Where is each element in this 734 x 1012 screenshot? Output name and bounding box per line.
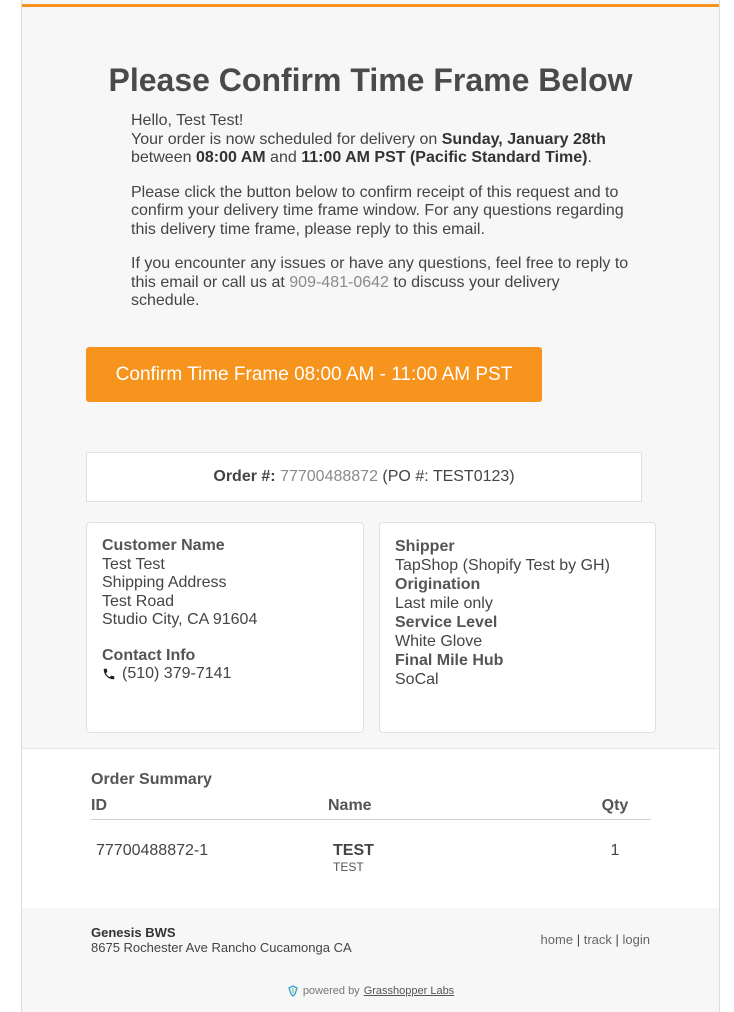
order-summary-table [91,795,651,875]
schedule-prefix: Your order is now scheduled for delivery on [131,130,442,148]
row-item-name: TEST [333,842,374,859]
table-header-row [91,795,651,820]
between-word: between [131,149,196,166]
final-mile-hub-heading: Final Mile Hub [395,652,504,669]
shipper-value: TapShop (Shopify Test by GH) [395,556,610,574]
shipper-heading: Shipper [395,538,455,555]
table-row [91,820,651,876]
link-separator: | [615,932,619,947]
delivery-date: Sunday, January 28th [441,130,606,148]
origination-heading: Origination [395,576,481,593]
row-qty: 1 [610,842,620,859]
issues-paragraph [131,255,631,311]
order-number-link[interactable]: 77700488872 [280,468,378,485]
row-id: 77700488872-1 [96,842,209,859]
column-header-name: Name [328,795,579,820]
company-name: Genesis BWS [91,925,176,940]
end-time: 11:00 AM PST (Pacific Standard Time) [301,149,588,166]
footer [22,908,719,1012]
order-summary-title: Order Summary [91,771,212,788]
issues-suffix: to discuss your delivery schedule. [131,273,560,309]
start-time: 08:00 AM [195,149,266,166]
customer-name-heading: Customer Name [102,537,225,554]
order-number-box [86,452,642,502]
contact-phone[interactable]: (510) 379-7141 [122,665,232,682]
powered-by-text: powered by [302,985,360,997]
shipping-city: Studio City, CA 91604 [102,611,258,628]
and-word: and [265,149,302,166]
track-link[interactable]: track [583,932,612,947]
intro-text [131,112,631,327]
greeting: Hello, Test Test! [131,112,244,129]
issues-prefix: If you encounter any issues or have any questions, feel free to reply to this email or call us at [131,255,629,291]
shipping-address-label: Shipping Address [102,574,227,591]
po-number: (PO #: TEST0123) [382,468,515,485]
origination-value: Last mile only [395,594,493,612]
page-title: Please Confirm Time Frame Below [108,62,633,98]
final-mile-hub-value: SoCal [395,670,439,688]
support-phone-link[interactable]: 909-481-0642 [289,273,389,291]
grasshopper-logo-icon [287,985,299,997]
service-level-value: White Glove [395,632,483,650]
service-level-heading: Service Level [395,614,498,631]
company-info [91,925,352,955]
confirm-paragraph: Please click the button below to confirm receipt of this request and to confirm your delivery time frame window. For any questions regarding this delivery time frame, please reply to this email. [131,183,624,238]
order-label: Order #: [213,468,276,485]
footer-links [541,932,650,947]
confirm-time-frame-button[interactable]: Confirm Time Frame 08:00 AM - 11:00 AM PST [86,347,542,402]
link-separator: | [576,932,581,947]
contact-phone-row[interactable] [102,665,348,684]
order-summary-section [22,748,719,909]
customer-name: Test Test [102,555,165,573]
login-link[interactable]: login [622,932,650,947]
company-address: 8675 Rochester Ave Rancho Cucamonga CA [91,940,352,955]
powered-by [22,985,719,997]
contact-info-heading: Contact Info [102,646,196,664]
shipping-street: Test Road [102,592,175,610]
row-name-cell [328,820,579,876]
accent-top-bar [22,4,719,7]
grasshopper-labs-link[interactable]: Grasshopper Labs [363,985,455,997]
schedule-paragraph [131,112,631,168]
phone-icon [102,667,116,681]
column-header-qty: Qty [579,795,651,820]
period: . [587,149,592,166]
email-container [21,0,720,1012]
shipment-card [379,522,656,733]
column-header-id: ID [91,795,328,820]
home-link[interactable]: home [540,932,574,947]
customer-card [86,522,364,733]
row-item-sub: TEST [333,860,364,874]
